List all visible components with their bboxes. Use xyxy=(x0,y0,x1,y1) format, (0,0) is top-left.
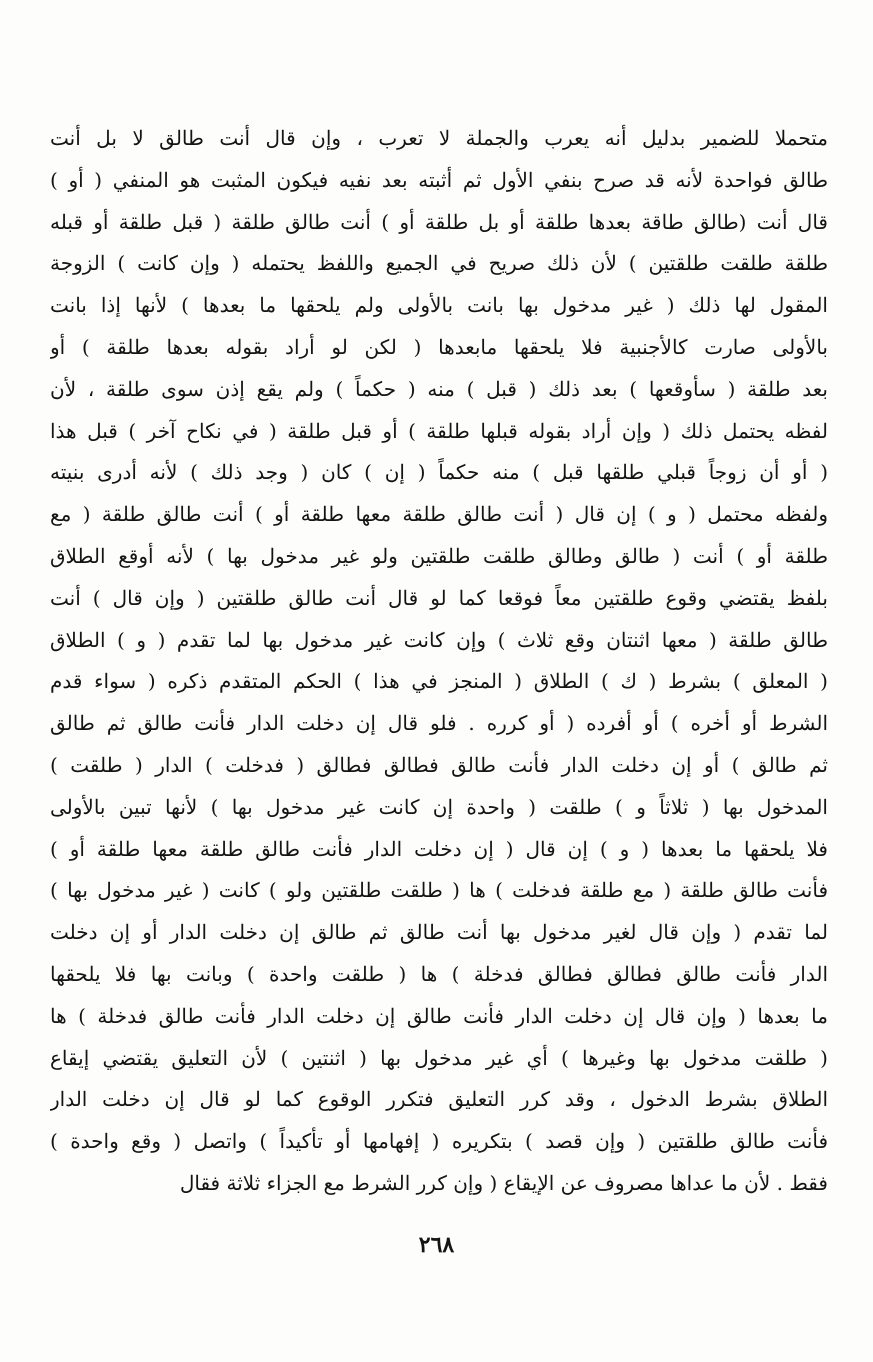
text-line: فأنت طالق طلقتين ( وإن قصد ) بتكريره ( إفهامها أو تأكيداً ) واتصل ( وقع واحدة ) xyxy=(50,1129,828,1154)
text-line: بلفظ يقتضي وقوع طلقتين معاً فوقعا كما لو قال أنت طالق طلقتين ( وإن قال ) أنت xyxy=(50,585,828,610)
text-line: ما بعدها ( وإن قال إن دخلت الدار فأنت طالق إن دخلت الدار فأنت طالق فدخلة ) ها xyxy=(50,1003,828,1028)
text-line: فقط . لأن ما عداها مصروف عن الإيقاع ( وإن كرر الشرط مع الجزاء ثلاثة فقال xyxy=(179,1170,828,1195)
text-line: لما تقدم ( وإن قال لغير مدخول بها أنت طالق ثم طالق إن دخلت الدار أو إن دخلت xyxy=(50,920,828,945)
text-line: فأنت طالق طلقة ( مع طلقة فدخلت ) ها ( طلقت طلقتين ولو ) كانت ( غير مدخول بها ) xyxy=(50,878,828,903)
text-line: فلا يلحقها ما بعدها ( و ) إن قال ( إن دخلت الدار فأنت طالق طلقة معها طلقة أو ) xyxy=(50,836,828,861)
text-line: طالق فواحدة لأنه قد صرح بنفي الأول ثم أثبته بعد نفيه فيكون المثبت هو المنفي ( أو ) xyxy=(50,167,828,192)
text-line: متحملا للضمير بدليل أنه يعرب والجملة لا تعرب ، وإن قال أنت طالق لا بل أنت xyxy=(50,126,828,150)
text-line: طلقة طلقت طلقتين ) لأن ذلك صريح في الجميع واللفظ يحتمله ( وإن كانت ) الزوجة xyxy=(50,251,828,276)
text-line: ( أو أن زوجاً قبلي طلقها قبل ) منه حكماً ( إن ) كان ( وجد ذلك ) لأنه أدرى بنيته xyxy=(50,460,828,485)
page-number: ٢٦٨ xyxy=(418,1232,455,1258)
text-line: الدار فأنت طالق فطالق فطالق فدخلة ) ها ( طلقت واحدة ) وبانت بها فلا يلحقها xyxy=(50,961,828,986)
text-line: بعد طلقة ( سأوقعها ) بعد ذلك ( قبل ) منه ( حكماً ) ولم يقع إذن سوى طلقة ، لأن xyxy=(50,376,828,401)
text-line: ولفظه محتمل ( و ) إن قال ( أنت طالق طلقة معها طلقة أو ) أنت طالق طلقة ( مع xyxy=(50,502,828,527)
text-line: المدخول بها ( ثلاثاً و ) طلقت ( واحدة إن كانت غير مدخول بها ) لأنها تبين بالأولى xyxy=(50,794,828,819)
text-line: الشرط أو أخره ) أو أفرده ( أو كرره . فلو قال إن دخلت الدار فأنت طالق ثم طالق xyxy=(50,711,828,736)
text-line: بالأولى صارت كالأجنبية فلا يلحقها مابعدها ( لكن لو أراد بقوله بعدها طلقة ) أو xyxy=(50,334,828,359)
text-line: الطلاق بشرط الدخول ، وقد كرر التعليق فتكرر الوقوع كما لو قال إن دخلت الدار xyxy=(50,1087,828,1112)
text-line: المقول لها ذلك ( غير مدخول بها بانت بالأولى ولم يلحقها ما بعدها ) لأنها إذا بانت xyxy=(50,293,828,318)
text-line: ( المعلق ) بشرط ( ك ) الطلاق ( المنجز في هذا ) الحكم المتقدم ذكره ( سواء قدم xyxy=(50,669,828,694)
body-text xyxy=(50,118,828,1205)
text-line: ثم طالق ) أو إن دخلت الدار فأنت طالق فطالق فطالق ( فدخلت ) الدار ( طلقت ) xyxy=(50,752,828,777)
text-line: قال أنت (طالق طاقة بعدها طلقة أو بل طلقة أو ) أنت طالق طلقة ( قبل طلقة أو قبله xyxy=(50,209,828,234)
text-line: طالق طلقة ( معها اثنتان وقع ثلاث ) وإن كانت غير مدخول بها لما تقدم ( و ) الطلاق xyxy=(50,627,828,652)
text-line: لفظه يحتمل ذلك ( وإن أراد بقوله قبلها طلقة ) أو قبل طلقة ( في نكاح آخر ) قبل هذا xyxy=(50,418,828,443)
text-line: ( طلقت مدخول بها وغيرها ) أي غير مدخول بها ( اثنتين ) لأن التعليق يقتضي إيقاع xyxy=(50,1045,828,1070)
text-line: طلقة أو ) أنت ( طالق وطالق طلقت طلقتين ولو غير مدخول بها ) لأنه أوقع الطلاق xyxy=(50,543,828,568)
